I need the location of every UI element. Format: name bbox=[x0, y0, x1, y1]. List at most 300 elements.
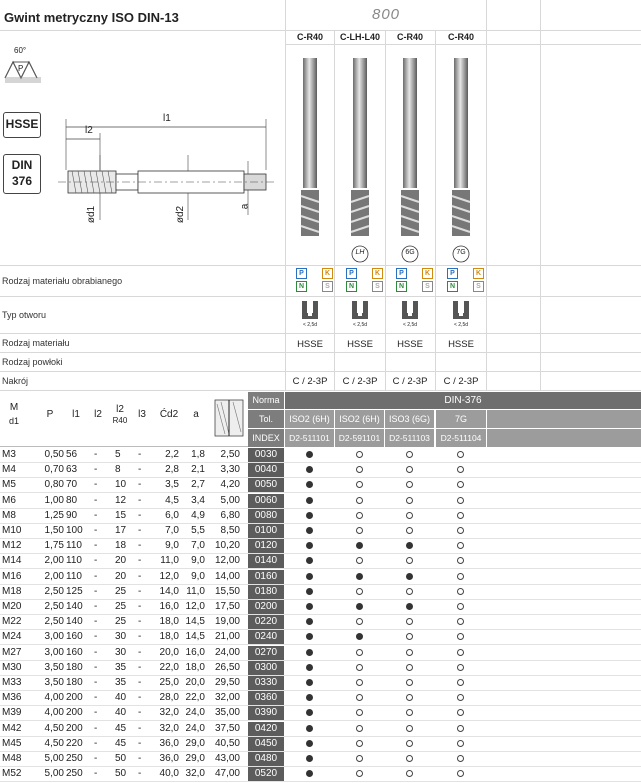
cell-p: 2,50 bbox=[44, 616, 64, 628]
cell-p: 4,00 bbox=[44, 692, 64, 704]
availability-empty-dot bbox=[457, 649, 464, 656]
tap-image-4 bbox=[452, 58, 470, 236]
cell-cd2: 28,0 bbox=[159, 692, 179, 704]
index-cell: 0080 bbox=[248, 509, 284, 523]
cell-m: M45 bbox=[2, 737, 22, 749]
tool-material-3: HSSE bbox=[397, 339, 423, 350]
cell-l1: 160 bbox=[66, 646, 83, 658]
cell-p: 4,00 bbox=[44, 707, 64, 719]
cell-l1: 250 bbox=[66, 753, 83, 764]
cell-l1: 110 bbox=[66, 555, 82, 567]
table-row bbox=[0, 509, 641, 524]
cell-m: M39 bbox=[2, 707, 22, 719]
availability-empty-dot bbox=[356, 466, 363, 473]
availability-filled-dot bbox=[306, 649, 313, 656]
cell-l2r: 5 bbox=[115, 449, 121, 460]
cell-a: 6,80 bbox=[220, 509, 240, 521]
index-cell: 0360 bbox=[248, 691, 284, 705]
din-badge: DIN 376 bbox=[3, 154, 41, 194]
drawing-d2-label: ød2 bbox=[175, 205, 187, 224]
material-group-p-icon: P bbox=[447, 268, 458, 279]
index-code-2: D2-591101 bbox=[335, 429, 384, 447]
cell-a: 29,50 bbox=[214, 677, 240, 688]
tolerance-3: ISO3 (6G) bbox=[385, 410, 434, 428]
availability-empty-dot bbox=[406, 557, 413, 564]
cell-p: 4,50 bbox=[44, 737, 64, 749]
availability-filled-dot bbox=[306, 618, 313, 625]
table-row bbox=[0, 570, 641, 585]
drawing-l2-label: l2 bbox=[85, 125, 93, 136]
cell-l3: - bbox=[138, 449, 142, 460]
cell-d: 29,0 bbox=[185, 737, 205, 749]
cell-l3: - bbox=[138, 631, 142, 643]
index-cell: 0100 bbox=[248, 524, 284, 538]
cell-l2: - bbox=[94, 585, 98, 597]
cell-m: M36 bbox=[2, 692, 22, 704]
column-type-1: C-R40 bbox=[296, 32, 323, 42]
availability-empty-dot bbox=[356, 497, 363, 504]
cell-a: 35,00 bbox=[214, 707, 240, 719]
cell-l3: - bbox=[138, 540, 142, 552]
cell-m: M22 bbox=[2, 616, 22, 628]
cell-cd2: 2,8 bbox=[165, 464, 179, 476]
cell-l3: - bbox=[138, 753, 142, 764]
cell-l2r: 45 bbox=[115, 737, 127, 749]
cell-d: 14,5 bbox=[185, 631, 205, 643]
cell-cd2: 4,5 bbox=[165, 494, 179, 506]
cell-a: 37,50 bbox=[214, 722, 240, 734]
availability-empty-dot bbox=[406, 633, 413, 640]
cell-a: 32,00 bbox=[214, 692, 240, 704]
tap-technical-drawing bbox=[58, 105, 278, 230]
cell-l3: - bbox=[138, 509, 142, 521]
cell-cd2: 14,0 bbox=[159, 585, 179, 597]
blind-hole-icon bbox=[350, 300, 370, 330]
cell-p: 3,50 bbox=[44, 677, 64, 688]
table-row bbox=[0, 524, 641, 539]
availability-empty-dot bbox=[457, 466, 464, 473]
header-tol: Tol. bbox=[248, 410, 284, 428]
availability-empty-dot bbox=[406, 451, 413, 458]
availability-empty-dot bbox=[457, 497, 464, 504]
availability-empty-dot bbox=[457, 618, 464, 625]
material-group-k-icon: K bbox=[422, 268, 433, 279]
cell-l2r: 45 bbox=[115, 722, 127, 734]
cell-l2: - bbox=[94, 707, 98, 719]
cell-l3: - bbox=[138, 692, 142, 704]
cell-m: M4 bbox=[2, 464, 16, 476]
cell-l2r: 18 bbox=[115, 540, 127, 552]
cell-l3: - bbox=[138, 570, 142, 582]
cell-l2: - bbox=[94, 677, 98, 688]
cell-d: 4,9 bbox=[191, 509, 205, 521]
cell-cd2: 18,0 bbox=[159, 616, 179, 628]
cell-p: 0,70 bbox=[44, 464, 64, 476]
cell-l1: 200 bbox=[66, 692, 83, 704]
availability-empty-dot bbox=[457, 694, 464, 701]
cell-m: M5 bbox=[2, 479, 16, 491]
availability-empty-dot bbox=[406, 725, 413, 732]
cell-d: 9,0 bbox=[191, 555, 205, 567]
drawing-d1-label: ød1 bbox=[86, 205, 98, 224]
cell-a: 17,50 bbox=[214, 601, 240, 612]
index-cell: 0220 bbox=[248, 615, 284, 629]
thread-pitch-label: P bbox=[18, 64, 24, 73]
availability-filled-dot bbox=[306, 755, 313, 762]
cell-l2r: 30 bbox=[115, 646, 127, 658]
row-label-chamfer: Nakrój bbox=[2, 376, 29, 386]
cell-p: 2,50 bbox=[44, 601, 64, 612]
cell-l1: 180 bbox=[66, 677, 83, 688]
cell-a: 3,30 bbox=[220, 464, 240, 476]
tool-material-2: HSSE bbox=[347, 339, 373, 350]
availability-empty-dot bbox=[457, 770, 464, 777]
tap-image-3 bbox=[401, 58, 419, 236]
cell-cd2: 40,0 bbox=[159, 768, 179, 780]
cell-l2r: 35 bbox=[115, 677, 127, 688]
availability-empty-dot bbox=[406, 497, 413, 504]
availability-empty-dot bbox=[406, 709, 413, 716]
table-row bbox=[0, 630, 641, 645]
cell-a: 47,00 bbox=[214, 768, 240, 780]
availability-empty-dot bbox=[406, 770, 413, 777]
cell-l3: - bbox=[138, 585, 142, 597]
cell-l3: - bbox=[138, 616, 142, 628]
cell-l2: - bbox=[94, 661, 98, 673]
tap-marker-7g: 7G bbox=[456, 249, 466, 256]
cell-cd2: 16,0 bbox=[159, 601, 179, 612]
page-title: Gwint metryczny ISO DIN-13 bbox=[4, 10, 179, 25]
cell-l2: - bbox=[94, 449, 98, 460]
header-d1: d1 bbox=[8, 416, 19, 426]
table-row bbox=[0, 600, 641, 615]
cell-l1: 90 bbox=[66, 509, 78, 521]
column-type-4: C-R40 bbox=[447, 32, 474, 42]
availability-empty-dot bbox=[356, 725, 363, 732]
index-cell: 0420 bbox=[248, 722, 284, 736]
cell-l2: - bbox=[94, 509, 98, 521]
cell-d: 14,5 bbox=[185, 616, 205, 628]
cell-d: 7,0 bbox=[191, 540, 205, 552]
availability-filled-dot bbox=[306, 527, 313, 534]
cell-d: 32,0 bbox=[185, 768, 205, 780]
availability-filled-dot bbox=[356, 573, 363, 580]
cell-l2r: 20 bbox=[115, 555, 127, 567]
tap-marker-6g: 6G bbox=[405, 249, 415, 256]
cell-l2: - bbox=[94, 570, 98, 582]
row-label-material-group: Rodzaj materiału obrabianego bbox=[2, 276, 123, 286]
cell-p: 2,00 bbox=[44, 555, 64, 567]
cell-l2: - bbox=[94, 753, 98, 764]
availability-filled-dot bbox=[406, 542, 413, 549]
cell-d: 29,0 bbox=[185, 753, 205, 764]
material-group-n-icon: N bbox=[296, 281, 307, 292]
availability-empty-dot bbox=[457, 512, 464, 519]
index-code-4: D2-511104 bbox=[436, 429, 486, 447]
availability-filled-dot bbox=[306, 512, 313, 519]
index-cell: 0520 bbox=[248, 767, 284, 781]
header-l1: l1 bbox=[72, 409, 80, 420]
cell-a: 15,50 bbox=[214, 585, 240, 597]
table-row bbox=[0, 767, 641, 782]
cell-d: 3,4 bbox=[191, 494, 205, 506]
availability-empty-dot bbox=[457, 451, 464, 458]
availability-filled-dot bbox=[406, 603, 413, 610]
table-row bbox=[0, 448, 641, 463]
header-l3: l3 bbox=[138, 409, 146, 420]
cell-l2r: 25 bbox=[115, 601, 127, 612]
cell-d: 2,1 bbox=[191, 464, 205, 476]
availability-empty-dot bbox=[406, 512, 413, 519]
availability-filled-dot bbox=[306, 694, 313, 701]
cell-l3: - bbox=[138, 646, 142, 658]
cell-m: M27 bbox=[2, 646, 22, 658]
cell-l3: - bbox=[138, 768, 142, 780]
cell-l1: 180 bbox=[66, 661, 83, 673]
cell-cd2: 11,0 bbox=[160, 555, 179, 567]
availability-empty-dot bbox=[356, 649, 363, 656]
table-row bbox=[0, 676, 641, 691]
index-code-3: D2-511103 bbox=[385, 429, 434, 447]
availability-filled-dot bbox=[306, 633, 313, 640]
cell-l2r: 20 bbox=[115, 570, 127, 582]
table-row bbox=[0, 722, 641, 737]
cell-l1: 100 bbox=[66, 525, 83, 536]
cell-l2: - bbox=[94, 692, 98, 704]
cell-d: 24,0 bbox=[185, 707, 205, 719]
availability-filled-dot bbox=[306, 740, 313, 747]
availability-empty-dot bbox=[457, 755, 464, 762]
index-code-empty bbox=[487, 429, 641, 447]
cell-d: 1,8 bbox=[191, 449, 205, 460]
row-label-tool-material: Rodzaj materiału bbox=[2, 338, 70, 348]
availability-filled-dot bbox=[306, 603, 313, 610]
cell-m: M12 bbox=[2, 540, 22, 552]
cell-l1: 160 bbox=[66, 631, 83, 643]
hole-depth-note: < 2,5d bbox=[402, 322, 418, 328]
header-a: a bbox=[193, 409, 199, 420]
cell-m: M20 bbox=[2, 601, 22, 612]
cell-m: M10 bbox=[2, 525, 22, 536]
index-cell: 0270 bbox=[248, 646, 284, 660]
cell-d: 24,0 bbox=[185, 722, 205, 734]
index-cell: 0300 bbox=[248, 661, 284, 675]
availability-filled-dot bbox=[306, 664, 313, 671]
cell-a: 40,50 bbox=[214, 737, 240, 749]
cell-d: 5,5 bbox=[191, 525, 205, 536]
cell-p: 2,50 bbox=[44, 585, 64, 597]
cell-l2r: 15 bbox=[115, 509, 127, 521]
chamfer-1: C / 2-3P bbox=[292, 376, 328, 387]
cell-l2: - bbox=[94, 540, 98, 552]
cell-l2r: 30 bbox=[115, 631, 127, 643]
availability-empty-dot bbox=[406, 588, 413, 595]
cell-l3: - bbox=[138, 464, 142, 476]
thread-profile-icon bbox=[3, 48, 43, 84]
cell-cd2: 6,0 bbox=[165, 509, 179, 521]
index-cell: 0450 bbox=[248, 737, 284, 751]
index-code-1: D2-511101 bbox=[285, 429, 334, 447]
availability-empty-dot bbox=[406, 466, 413, 473]
cell-m: M8 bbox=[2, 509, 16, 521]
availability-empty-dot bbox=[406, 755, 413, 762]
cell-l1: 200 bbox=[66, 707, 83, 719]
cell-cd2: 36,0 bbox=[159, 753, 179, 764]
table-row bbox=[0, 478, 641, 493]
cell-l2r: 50 bbox=[115, 753, 127, 764]
cell-l2r: 50 bbox=[115, 768, 127, 780]
cell-cd2: 25,0 bbox=[159, 677, 179, 688]
cell-l1: 110 bbox=[66, 540, 82, 552]
availability-empty-dot bbox=[406, 527, 413, 534]
dimension-header bbox=[0, 392, 248, 447]
cell-l3: - bbox=[138, 555, 142, 567]
cell-l2r: 35 bbox=[115, 661, 127, 673]
availability-filled-dot bbox=[306, 588, 313, 595]
cell-m: M42 bbox=[2, 722, 22, 734]
cell-l1: 140 bbox=[66, 601, 83, 612]
cell-a: 12,00 bbox=[214, 555, 240, 567]
availability-filled-dot bbox=[306, 679, 313, 686]
availability-empty-dot bbox=[406, 481, 413, 488]
cell-d: 2,7 bbox=[191, 479, 205, 491]
cell-m: M14 bbox=[2, 555, 22, 567]
cell-m: M30 bbox=[2, 661, 22, 673]
cell-l2r: 8 bbox=[115, 464, 121, 476]
cell-l2: - bbox=[94, 631, 98, 643]
table-row bbox=[0, 494, 641, 509]
tap-images bbox=[285, 50, 487, 265]
hole-depth-note: < 2,5d bbox=[302, 322, 318, 328]
material-group-p-icon: P bbox=[396, 268, 407, 279]
cell-p: 4,50 bbox=[44, 722, 64, 734]
availability-empty-dot bbox=[457, 588, 464, 595]
index-cell: 0480 bbox=[248, 752, 284, 766]
cell-l2: - bbox=[94, 737, 98, 749]
header-index: INDEX bbox=[248, 429, 284, 447]
availability-empty-dot bbox=[356, 770, 363, 777]
availability-empty-dot bbox=[356, 755, 363, 762]
cell-p: 0,80 bbox=[44, 479, 64, 491]
chamfer-3: C / 2-3P bbox=[392, 376, 428, 387]
availability-empty-dot bbox=[406, 694, 413, 701]
availability-filled-dot bbox=[306, 709, 313, 716]
availability-filled-dot bbox=[306, 557, 313, 564]
cell-l1: 140 bbox=[66, 616, 83, 628]
availability-empty-dot bbox=[356, 512, 363, 519]
cell-p: 0,50 bbox=[44, 449, 64, 460]
availability-filled-dot bbox=[356, 542, 363, 549]
cell-p: 3,00 bbox=[44, 646, 64, 658]
availability-filled-dot bbox=[306, 542, 313, 549]
availability-empty-dot bbox=[406, 740, 413, 747]
cell-cd2: 3,5 bbox=[165, 479, 179, 491]
cell-l1: 56 bbox=[66, 449, 78, 460]
cell-d: 12,0 bbox=[185, 601, 205, 612]
cell-l3: - bbox=[138, 722, 142, 734]
cell-l3: - bbox=[138, 601, 142, 612]
index-cell: 0240 bbox=[248, 630, 284, 644]
availability-empty-dot bbox=[457, 633, 464, 640]
cell-cd2: 36,0 bbox=[159, 737, 179, 749]
cell-l3: - bbox=[138, 677, 142, 688]
cell-p: 1,25 bbox=[44, 509, 64, 521]
cell-l2: - bbox=[94, 555, 98, 567]
availability-filled-dot bbox=[356, 603, 363, 610]
cell-a: 2,50 bbox=[220, 449, 240, 460]
cell-l1: 200 bbox=[66, 722, 83, 734]
cell-d: 18,0 bbox=[185, 661, 205, 673]
material-group-k-icon: K bbox=[372, 268, 383, 279]
chamfer-4: C / 2-3P bbox=[443, 376, 479, 387]
column-type-3: C-R40 bbox=[396, 32, 423, 42]
availability-empty-dot bbox=[356, 527, 363, 534]
table-row bbox=[0, 752, 641, 767]
index-cell: 0060 bbox=[248, 494, 284, 508]
cell-p: 5,00 bbox=[44, 768, 64, 780]
cell-m: M48 bbox=[2, 753, 22, 764]
cell-p: 3,50 bbox=[44, 661, 64, 673]
column-type-2: C-LH-L40 bbox=[340, 32, 380, 42]
cell-a: 43,00 bbox=[214, 753, 240, 764]
cell-l3: - bbox=[138, 479, 142, 491]
cell-l2: - bbox=[94, 646, 98, 658]
cell-d: 20,0 bbox=[185, 677, 205, 688]
material-group-s-icon: S bbox=[473, 281, 484, 292]
tool-material-4: HSSE bbox=[448, 339, 474, 350]
cell-d: 22,0 bbox=[185, 692, 205, 704]
cell-l2r: 25 bbox=[115, 616, 127, 628]
cell-p: 1,00 bbox=[44, 494, 64, 506]
index-cell: 0030 bbox=[248, 448, 284, 462]
row-label-hole-type: Typ otworu bbox=[2, 310, 47, 320]
tap-image-2 bbox=[351, 58, 369, 236]
cell-l2r: 12 bbox=[115, 494, 127, 506]
header-l2-r40: l2 bbox=[116, 404, 124, 415]
cell-cd2: 9,0 bbox=[165, 540, 179, 552]
cell-m: M6 bbox=[2, 494, 16, 506]
availability-empty-dot bbox=[356, 694, 363, 701]
cell-m: M16 bbox=[2, 570, 22, 582]
cell-a: 24,00 bbox=[214, 646, 240, 658]
availability-empty-dot bbox=[356, 557, 363, 564]
cell-cd2: 32,0 bbox=[159, 707, 179, 719]
availability-empty-dot bbox=[457, 740, 464, 747]
availability-filled-dot bbox=[306, 770, 313, 777]
cell-l2: - bbox=[94, 601, 98, 612]
availability-empty-dot bbox=[356, 618, 363, 625]
drawing-a-label: a bbox=[239, 203, 251, 210]
table-row bbox=[0, 646, 641, 661]
cell-cd2: 22,0 bbox=[159, 661, 179, 673]
availability-filled-dot bbox=[306, 725, 313, 732]
cell-l2: - bbox=[94, 525, 98, 536]
cell-l1: 70 bbox=[66, 479, 78, 491]
material-group-n-icon: N bbox=[346, 281, 357, 292]
availability-filled-dot bbox=[406, 573, 413, 580]
cell-a: 8,50 bbox=[220, 525, 240, 536]
cell-l1: 250 bbox=[66, 768, 83, 780]
series-number: 800 bbox=[371, 6, 401, 23]
material-group-n-icon: N bbox=[447, 281, 458, 292]
availability-empty-dot bbox=[406, 618, 413, 625]
cell-cd2: 18,0 bbox=[159, 631, 179, 643]
cell-d: 11,0 bbox=[186, 585, 205, 597]
availability-filled-dot bbox=[306, 451, 313, 458]
availability-empty-dot bbox=[457, 542, 464, 549]
cell-m: M3 bbox=[2, 449, 16, 460]
availability-empty-dot bbox=[457, 725, 464, 732]
